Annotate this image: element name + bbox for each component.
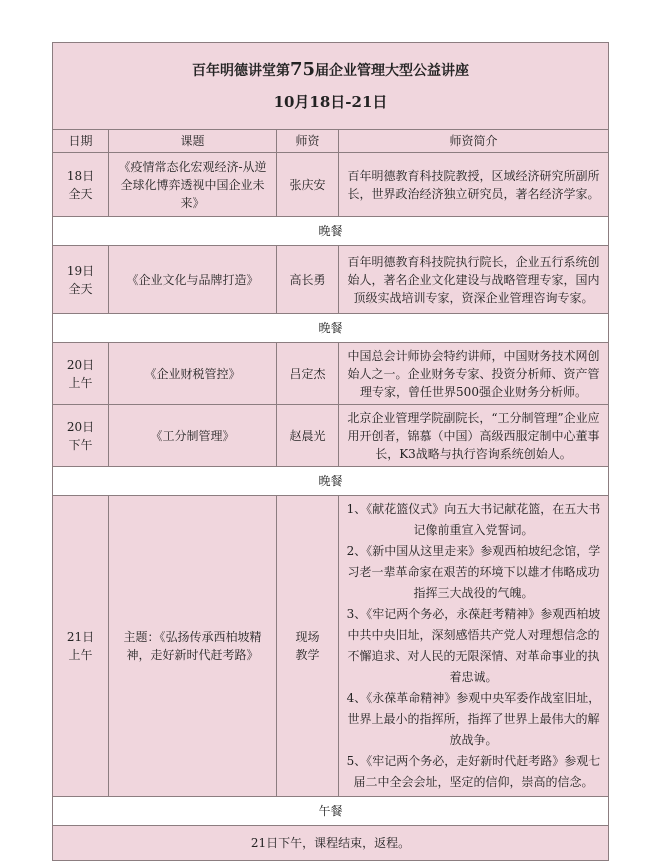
session-date: 19日 全天 xyxy=(53,246,109,314)
event-title: 百年明德讲堂第75届企业管理大型公益讲座 xyxy=(191,58,470,80)
meal-row xyxy=(53,797,609,826)
meal-lunch: 午餐 xyxy=(53,797,609,826)
session-teacher: 吕定杰 xyxy=(277,343,339,405)
header-row xyxy=(53,130,609,153)
schedule-table xyxy=(52,42,609,861)
session-row xyxy=(53,153,609,217)
session-intro: 中国总会计师协会特约讲师，中国财务技术网创始人之一。企业财务专家、投资分析师、资产管理专家，曾任世界500强企业财务分析师。 xyxy=(339,343,609,405)
meal-dinner: 晚餐 xyxy=(53,467,609,496)
itinerary-item: 4、《永葆革命精神》参观中央军委作战室旧址，世界上最小的指挥所，指挥了世界上最伟大的解放战争。 xyxy=(346,691,601,747)
session-teacher: 赵晨光 xyxy=(277,405,339,467)
session-topic: 《疫情常态化宏观经济-从逆全球化博弈透视中国企业未来》 xyxy=(109,153,277,217)
meal-row xyxy=(53,467,609,496)
itinerary-item: 5、《牢记两个务必，走好新时代赶考路》参观七届二中全会会址，坚定的信仰，崇高的信念。 xyxy=(346,754,601,789)
itinerary-item: 2、《新中国从这里走来》参观西柏坡纪念馆，学习老一辈革命家在艰苦的环境下以雄才伟略成功指挥三大战役的气魄。 xyxy=(346,544,601,600)
event-dates: 10月18日-21日 xyxy=(273,92,388,111)
session-row xyxy=(53,496,609,797)
session-row xyxy=(53,246,609,314)
session-topic: 主题：《弘扬传承西柏坡精神，走好新时代赶考路》 xyxy=(109,496,277,797)
header-intro: 师资简介 xyxy=(339,130,609,153)
closing-note: 21日下午，课程结束，返程。 xyxy=(53,826,609,861)
session-teacher: 现场 教学 xyxy=(277,496,339,797)
session-date: 21日 上午 xyxy=(53,496,109,797)
session-row xyxy=(53,405,609,467)
meal-dinner: 晚餐 xyxy=(53,314,609,343)
session-intro: 百年明德教育科技院执行院长，企业五行系统创始人，著名企业文化建设与战略管理专家，国内顶级实战培训专家，资深企业管理咨询专家。 xyxy=(339,246,609,314)
session-itinerary xyxy=(339,496,609,797)
session-row xyxy=(53,343,609,405)
session-date: 20日 下午 xyxy=(53,405,109,467)
session-teacher: 张庆安 xyxy=(277,153,339,217)
session-date: 18日 全天 xyxy=(53,153,109,217)
session-topic: 《工分制管理》 xyxy=(109,405,277,467)
closing-row xyxy=(53,826,609,861)
header-date: 日期 xyxy=(53,130,109,153)
itinerary-item: 3、《牢记两个务必，永葆赶考精神》参观西柏坡中共中央旧址，深刻感悟共产党人对理想信念的不懈追求、对人民的无限深情、对革命事业的执着忠诚。 xyxy=(346,607,601,684)
header-teacher: 师资 xyxy=(277,130,339,153)
meal-row xyxy=(53,314,609,343)
meal-dinner: 晚餐 xyxy=(53,217,609,246)
session-topic: 《企业财税管控》 xyxy=(109,343,277,405)
itinerary-item: 1、《献花篮仪式》向五大书记献花篮，在五大书记像前重宣入党誓词。 xyxy=(346,502,601,537)
title-cell xyxy=(53,43,609,130)
title-row xyxy=(53,43,609,130)
session-date: 20日 上午 xyxy=(53,343,109,405)
session-intro: 北京企业管理学院副院长，“工分制管理”企业应用开创者，锦慕（中国）高级西服定制中心董事长，K3战略与执行咨询系统创始人。 xyxy=(339,405,609,467)
header-topic: 课题 xyxy=(109,130,277,153)
session-topic: 《企业文化与品牌打造》 xyxy=(109,246,277,314)
meal-row xyxy=(53,217,609,246)
session-teacher: 高长勇 xyxy=(277,246,339,314)
session-intro: 百年明德教育科技院教授，区域经济研究所副所长，世界政治经济独立研究员，著名经济学家。 xyxy=(339,153,609,217)
